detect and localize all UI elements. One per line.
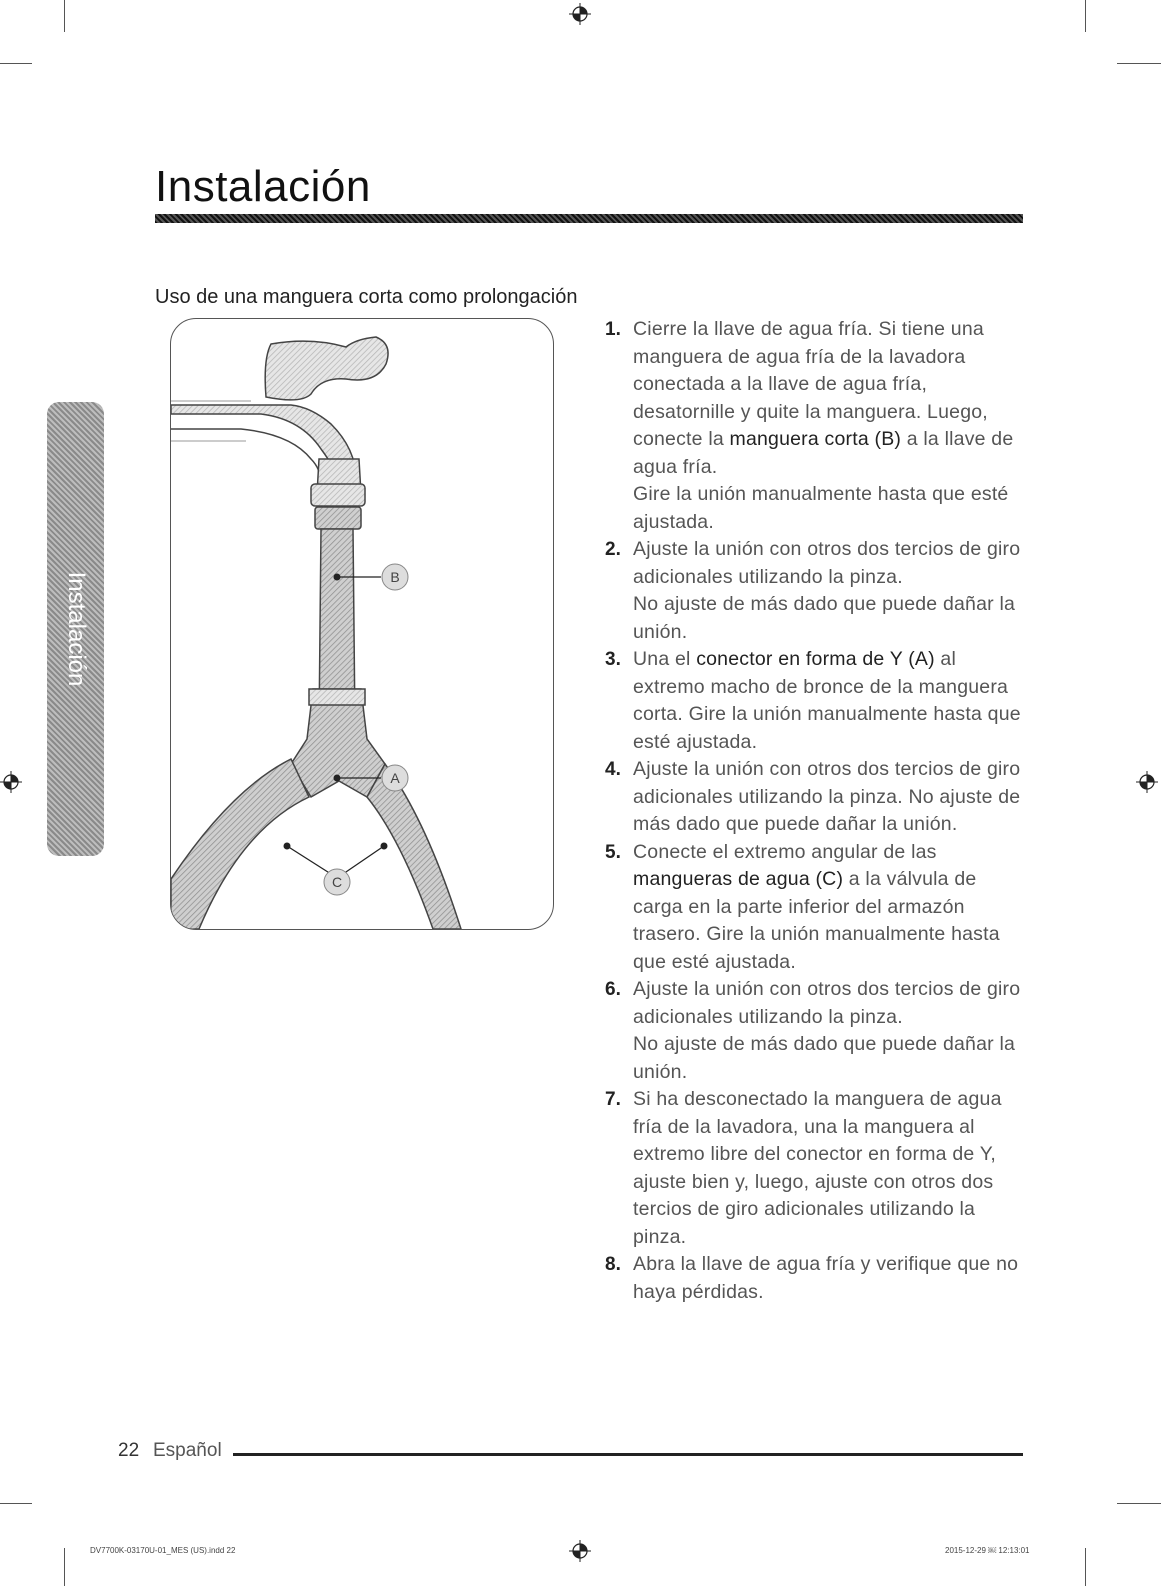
step-text-part: al extremo macho de bronce de la manguera corta. Gire la unión manualmente hasta que esté ajustada. (633, 648, 1021, 753)
step-item (605, 839, 1025, 977)
crop-mark (64, 1548, 65, 1586)
figure-illustration (170, 318, 554, 930)
side-tab (47, 402, 104, 856)
step-note: No ajuste de más dado que puede dañar la unión. (633, 593, 1016, 643)
step-item (605, 1086, 1025, 1251)
crop-mark (0, 63, 32, 64)
step-text: Abra la llave de agua fría y verifique que no haya pérdidas. (633, 1253, 1019, 1303)
callout-c: C (331, 874, 343, 890)
step-item (605, 536, 1025, 646)
instruction-steps (605, 316, 1025, 1306)
step-number: 4. (605, 759, 621, 780)
step-text-part: a la válvula de carga en la parte inferior del armazón trasero. Gire la unión manualmente hasta que esté ajustada. (633, 868, 1000, 973)
page-number: 22 (118, 1440, 140, 1461)
step-number: 2. (605, 539, 621, 560)
step-text-part: Cierre la llave de agua fría. Si tiene una manguera de agua fría de la lavadora conectada a la llave de agua fría, desatornille y quite la manguera. Luego, conecte la (633, 318, 988, 450)
step-emphasis: mangueras de agua (C) (633, 868, 844, 890)
step-text: Ajuste la unión con otros dos tercios de giro adicionales utilizando la pinza. (633, 538, 1021, 588)
faucet-handle (265, 337, 388, 400)
registration-mark-icon (0, 771, 22, 793)
registration-mark-icon (569, 3, 591, 25)
registration-mark-icon (569, 1540, 591, 1562)
callout-b: B (390, 569, 400, 585)
callout-a: A (390, 770, 400, 786)
crop-mark (1117, 63, 1161, 64)
step-number: 7. (605, 1089, 621, 1110)
step-text (633, 841, 1000, 973)
faucet-hose-illustration (171, 319, 553, 929)
step-item (605, 646, 1025, 756)
step-item (605, 976, 1025, 1086)
section-heading: Uso de una manguera corta como prolongación (155, 286, 578, 308)
crop-mark (1117, 1503, 1161, 1504)
step-number: 6. (605, 979, 621, 1000)
step-text-part: Conecte el extremo angular de las (633, 840, 937, 863)
footer-rule (233, 1453, 1023, 1456)
step-number: 8. (605, 1254, 621, 1275)
step-emphasis: manguera corta (B) (729, 428, 902, 450)
step-number: 5. (605, 841, 621, 863)
step-emphasis: conector en forma de Y (A) (696, 648, 935, 670)
registration-mark-icon (1136, 771, 1158, 793)
print-timestamp: 2015-12-29 ￼ 12:13:01 (945, 1546, 1030, 1555)
step-item (605, 1251, 1025, 1306)
step-text: Ajuste la unión con otros dos tercios de giro adicionales utilizando la pinza. No ajuste de más dado que puede dañar la unión. (633, 758, 1021, 835)
step-text: Ajuste la unión con otros dos tercios de giro adicionales utilizando la pinza. (633, 978, 1021, 1028)
crop-mark (0, 1503, 32, 1504)
step-text (633, 318, 1013, 478)
step-note: No ajuste de más dado que puede dañar la unión. (633, 1033, 1016, 1083)
crop-mark (64, 0, 65, 32)
footer-language: Español (153, 1440, 222, 1461)
step-item (605, 316, 1025, 536)
step-text (633, 648, 1021, 753)
step-text-part: Una el (633, 648, 697, 670)
step-item (605, 756, 1025, 839)
crop-mark (1085, 1548, 1086, 1586)
title-rule (155, 214, 1023, 223)
page-title: Instalación (155, 162, 371, 211)
step-number: 1. (605, 319, 621, 340)
step-note: Gire la unión manualmente hasta que esté ajustada. (633, 483, 1009, 533)
side-tab-label: Instalación (62, 571, 90, 687)
step-number: 3. (605, 649, 621, 670)
step-text-part: a la llave de agua fría. (633, 428, 1014, 478)
crop-mark (1085, 0, 1086, 32)
print-imprint: DV7700K-03170U-01_MES (US).indd 22 (90, 1546, 236, 1555)
step-text: Si ha desconectado la manguera de agua fría de la lavadora, una la manguera al extremo libre del conector en forma de Y, ajuste bien y, luego, ajuste con otros dos tercios de giro adicionales utilizando la pinza. (633, 1088, 1002, 1248)
